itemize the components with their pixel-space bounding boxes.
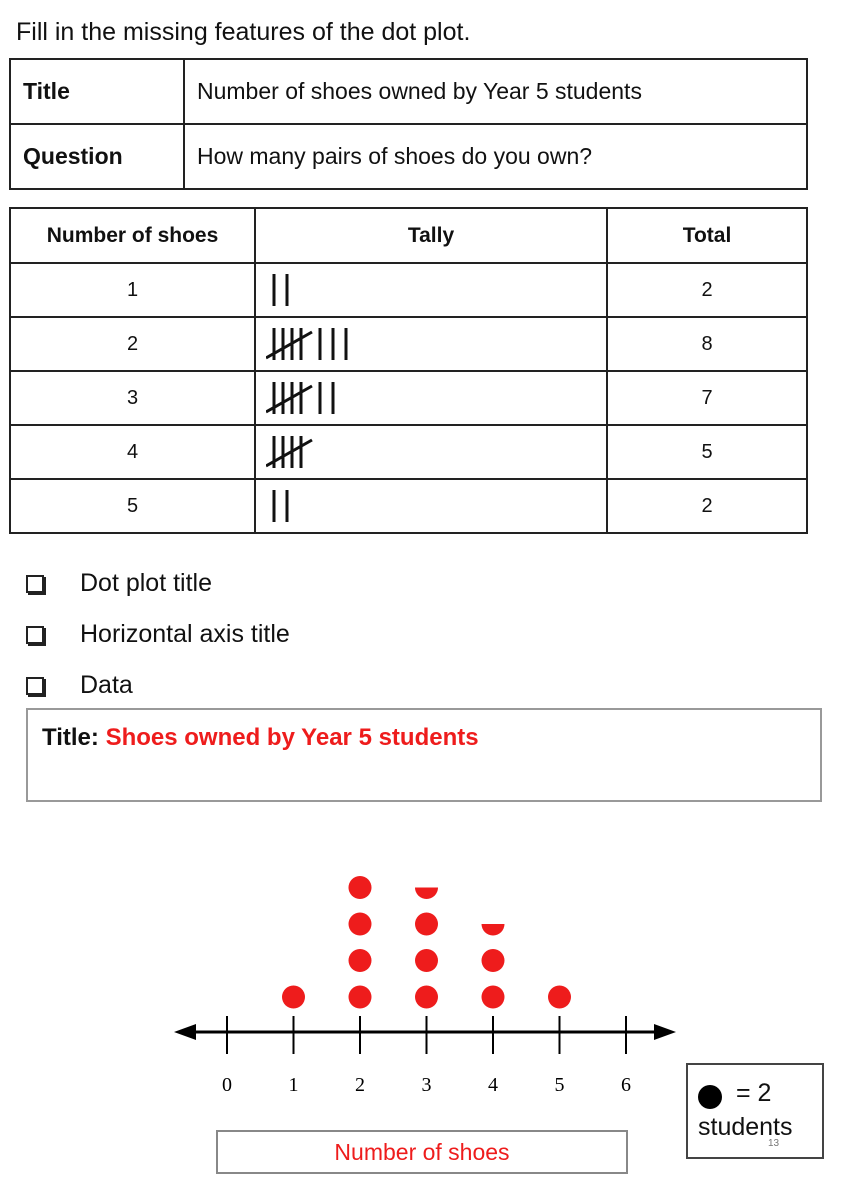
header-tally: Tally: [255, 208, 607, 263]
number-cell: 5: [10, 479, 255, 533]
x-tick-label: 6: [621, 1074, 631, 1096]
tally-marks: [266, 486, 466, 526]
data-dot: [349, 913, 372, 936]
table-row: [10, 59, 807, 124]
instruction-text: Fill in the missing features of the dot plot.: [16, 18, 471, 46]
checklist-item: [26, 609, 290, 660]
checklist-item: [26, 558, 290, 609]
data-dot: [415, 913, 438, 936]
checkbox-icon[interactable]: [26, 575, 44, 593]
table-row: [10, 371, 807, 425]
tally-marks: [266, 378, 466, 418]
checklist-item-label: Horizontal axis title: [80, 620, 290, 648]
x-tick-label: 0: [222, 1074, 232, 1096]
key-dot-icon: [698, 1085, 722, 1109]
checklist-item: [26, 660, 290, 711]
data-dot: [349, 949, 372, 972]
title-box-answer: Shoes owned by Year 5 students: [105, 724, 479, 751]
checklist-item-label: Data: [80, 671, 133, 699]
data-dot: [482, 949, 505, 972]
dot-plot: [160, 860, 690, 1110]
number-cell: 3: [10, 371, 255, 425]
tally-cell: [255, 263, 607, 317]
data-dot: [415, 986, 438, 1009]
table-row: [10, 479, 807, 533]
title-value-cell: Number of shoes owned by Year 5 students: [184, 59, 807, 124]
question-label-cell: Question: [10, 124, 184, 189]
key-label: students: [698, 1113, 793, 1141]
data-half-dot: [482, 924, 505, 936]
axis-arrow-left-icon: [174, 1024, 196, 1040]
total-cell: 8: [607, 317, 807, 371]
title-label-cell: Title: [10, 59, 184, 124]
tally-table: [9, 207, 808, 534]
x-tick-label: 2: [355, 1074, 365, 1096]
header-number-of-shoes: Number of shoes: [10, 208, 255, 263]
data-dot: [349, 876, 372, 899]
data-dot: [349, 986, 372, 1009]
axis-arrow-right-icon: [654, 1024, 676, 1040]
title-box-label: Title:: [42, 724, 99, 751]
checkbox-icon[interactable]: [26, 626, 44, 644]
dot-plot-title-box: [26, 708, 822, 802]
checklist: [26, 558, 290, 711]
tally-cell: [255, 479, 607, 533]
number-cell: 4: [10, 425, 255, 479]
tally-cell: [255, 425, 607, 479]
header-total: Total: [607, 208, 807, 263]
table-row: [10, 124, 807, 189]
table-row: [10, 263, 807, 317]
question-value-cell: How many pairs of shoes do you own?: [184, 124, 807, 189]
x-tick-label: 1: [288, 1074, 299, 1096]
info-table: [9, 58, 808, 190]
table-row: [10, 317, 807, 371]
tally-cell: [255, 371, 607, 425]
key-equals: = 2: [736, 1079, 772, 1107]
tally-marks: [266, 270, 466, 310]
total-cell: 2: [607, 263, 807, 317]
data-dot: [282, 986, 305, 1009]
total-cell: 2: [607, 479, 807, 533]
x-tick-label: 4: [488, 1074, 498, 1096]
tally-marks: [266, 432, 466, 472]
x-tick-label: 5: [554, 1074, 565, 1096]
data-dot: [415, 949, 438, 972]
checklist-item-label: Dot plot title: [80, 569, 213, 597]
data-dot: [548, 986, 571, 1009]
data-half-dot: [415, 888, 438, 900]
page-number: 13: [768, 1138, 780, 1149]
total-cell: 5: [607, 425, 807, 479]
total-cell: 7: [607, 371, 807, 425]
key-box: [686, 1063, 824, 1159]
tally-marks: [266, 324, 466, 364]
number-cell: 1: [10, 263, 255, 317]
x-tick-label: 3: [421, 1074, 432, 1096]
axis-title-box: [216, 1130, 628, 1174]
number-cell: 2: [10, 317, 255, 371]
checkbox-icon[interactable]: [26, 677, 44, 695]
tally-cell: [255, 317, 607, 371]
table-row: [10, 425, 807, 479]
data-dot: [482, 986, 505, 1009]
table-header-row: [10, 208, 807, 263]
x-axis-title: Number of shoes: [334, 1139, 510, 1165]
